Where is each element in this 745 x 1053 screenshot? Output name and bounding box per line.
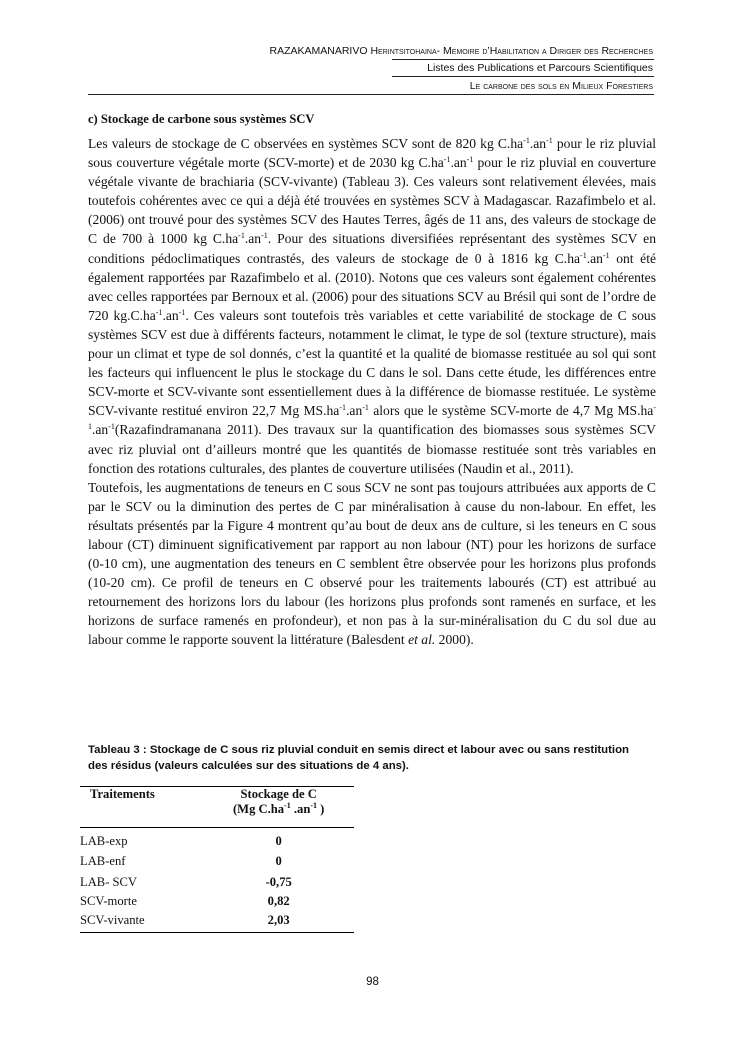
table-row	[80, 911, 354, 933]
section-heading: c) Stockage de carbone sous systèmes SCV	[88, 112, 315, 126]
page-number: 98	[366, 976, 379, 988]
paragraph-2: Toutefois, les augmentations de teneurs en C sous SCV ne sont pas toujours attribuées aux apports de C par le SCV ou la diminution des pertes de C par minéralisation à cause du non-labour. En effet, les résultats présentés par la Figure 4 montrent qu’au bout de deux ans de culture, si les teneurs en C sous labour (CT) diminuent significativement par rapport au non labour (NT) pour les horizons de surface (0-10 cm), une augmentation des teneurs en C semblent être observée pour les horizons plus profonds (10-20 cm). Ce profil de teneurs en C observé pour les traitements labourés (CT) est attribué au retournement des horizons lors du labour (les horizons plus profonds sont ramenés en surface, et les horizons de surface ramenés en profondeur), et non pas à la sur-minéralisation du C du sol due au labour comme le rapporte souvent la littérature (Balesdent et al. 2000).	[88, 479, 656, 648]
chapter-title-a: Le	[469, 80, 481, 92]
row-label: LAB-enf	[80, 853, 126, 868]
row-label: LAB- SCV	[80, 874, 138, 889]
document-title: - Memoire d’Habilitation a Diriger des Recherches	[436, 45, 653, 57]
header-rule-1	[392, 59, 654, 60]
table-row	[80, 852, 354, 871]
author-surname: RAZAKAMANARIVO	[269, 45, 368, 57]
table-row	[80, 828, 354, 852]
header-line-3	[470, 79, 653, 93]
row-label: SCV-morte	[80, 893, 137, 908]
paragraph-1: Les valeurs de stockage de C observées en systèmes SCV sont de 820 kg $C.ha^{-1}.an^{-1}$ pour le riz pluvial sous couverture végétale morte (SCV-morte) et de 2030 kg $C.ha^{-1}.an^{-1}$ pour le riz pluvial en couverture végétale vivante de brachiaria (SCV-vivante) (Tableau 3). Ces valeurs sont relativement élevées, mais toutefois cohérentes avec ce qui a déjà été trouvées en systèmes SCV à Madagascar. Razafimbelo et al. (2006) ont trouvé pour des systèmes SCV des Hautes Terres, âgés de 11 ans, des valeurs de stockage de C de 700 à 1000 kg $C.ha^{-1}.an^{-1}$. Pour des situations diversifiées représentant des systèmes SCV en conditions pédoclimatiques contrastés, des valeurs de stockage de 0 à 1816 kg $C.ha^{-1}.an^{-1}$ ont été également rapportées par Razafimbelo et al. (2010). Notons que ces valeurs sont également cohérentes avec celles rapportées par Bernoux et al. (2006) pour des situations SCV au Brésil qui sont de l’ordre de 720 $kg.C.ha^{-1}.an^{-1}$. Ces valeurs sont toutefois très variables et cette variabilité de stockage de C sous systèmes SCV est due à différents facteurs, notamment le climat, le type de sol (texture structure), mais pour un climat et type de sol donnés, c’est la quantité et la qualité de biomasse restituée au sol qui sont les facteurs qui influencent le plus le stockage du C dans le sol. Dans cette étude, les différences entre SCV-morte et SCV-vivante sont essentiellement dues à la différence de biomasse restituée. Le système SCV-vivante restitué environ 22,7 Mg $MS.ha^{-1}.an^{-1}$ alors que le système SCV-morte de 4,7 Mg $MS.ha^{-1}.an^{-1}(Razafindramanana$ 2011). Des travaux sur la quantification des biomasses sous systèmes SCV avec riz pluvial ont d’ailleurs montré que les quantités de biomasse restituée sont très variables en fonction des rotations culturales, des plantes de couverture utilisées (Naudin et al., 2011).	[88, 136, 657, 476]
header-line-1	[269, 44, 653, 58]
row-label: SCV-vivante	[80, 911, 203, 933]
row-label: LAB-exp	[80, 834, 128, 848]
row-value: 0,82	[267, 893, 290, 908]
col-header-storage-line2: (Mg $C.ha^{-1}$ $.an^{-1}$ )	[232, 801, 325, 816]
table-row	[80, 871, 354, 892]
row-value: 0	[275, 853, 282, 868]
table-caption: Tableau 3 : Stockage de C sous riz pluvial conduit en semis direct et labour avec ou sans restitution des résidus (valeurs calculées sur des situations de 4 ans).	[88, 744, 629, 772]
table-row	[80, 892, 354, 911]
col-header-storage-line1: Stockage de C	[240, 787, 317, 801]
storage-table	[80, 786, 354, 933]
chapter-title-b: carbone des sols en Milieux Forestiers	[483, 80, 653, 92]
row-value: 0	[275, 834, 282, 848]
row-value: 2,03	[203, 911, 354, 933]
body-text	[88, 134, 656, 650]
author-firstname: Herintsitohaina	[370, 45, 437, 57]
table-header-row	[80, 787, 354, 828]
header-rule-3	[88, 94, 654, 95]
header-rule-2	[392, 76, 654, 77]
col-header-treatments: Traitements	[80, 787, 203, 828]
col-header-storage	[203, 787, 354, 828]
row-value: -0,75	[265, 874, 292, 889]
header-line-2: Listes des Publications et Parcours Scientifiques	[427, 62, 653, 74]
